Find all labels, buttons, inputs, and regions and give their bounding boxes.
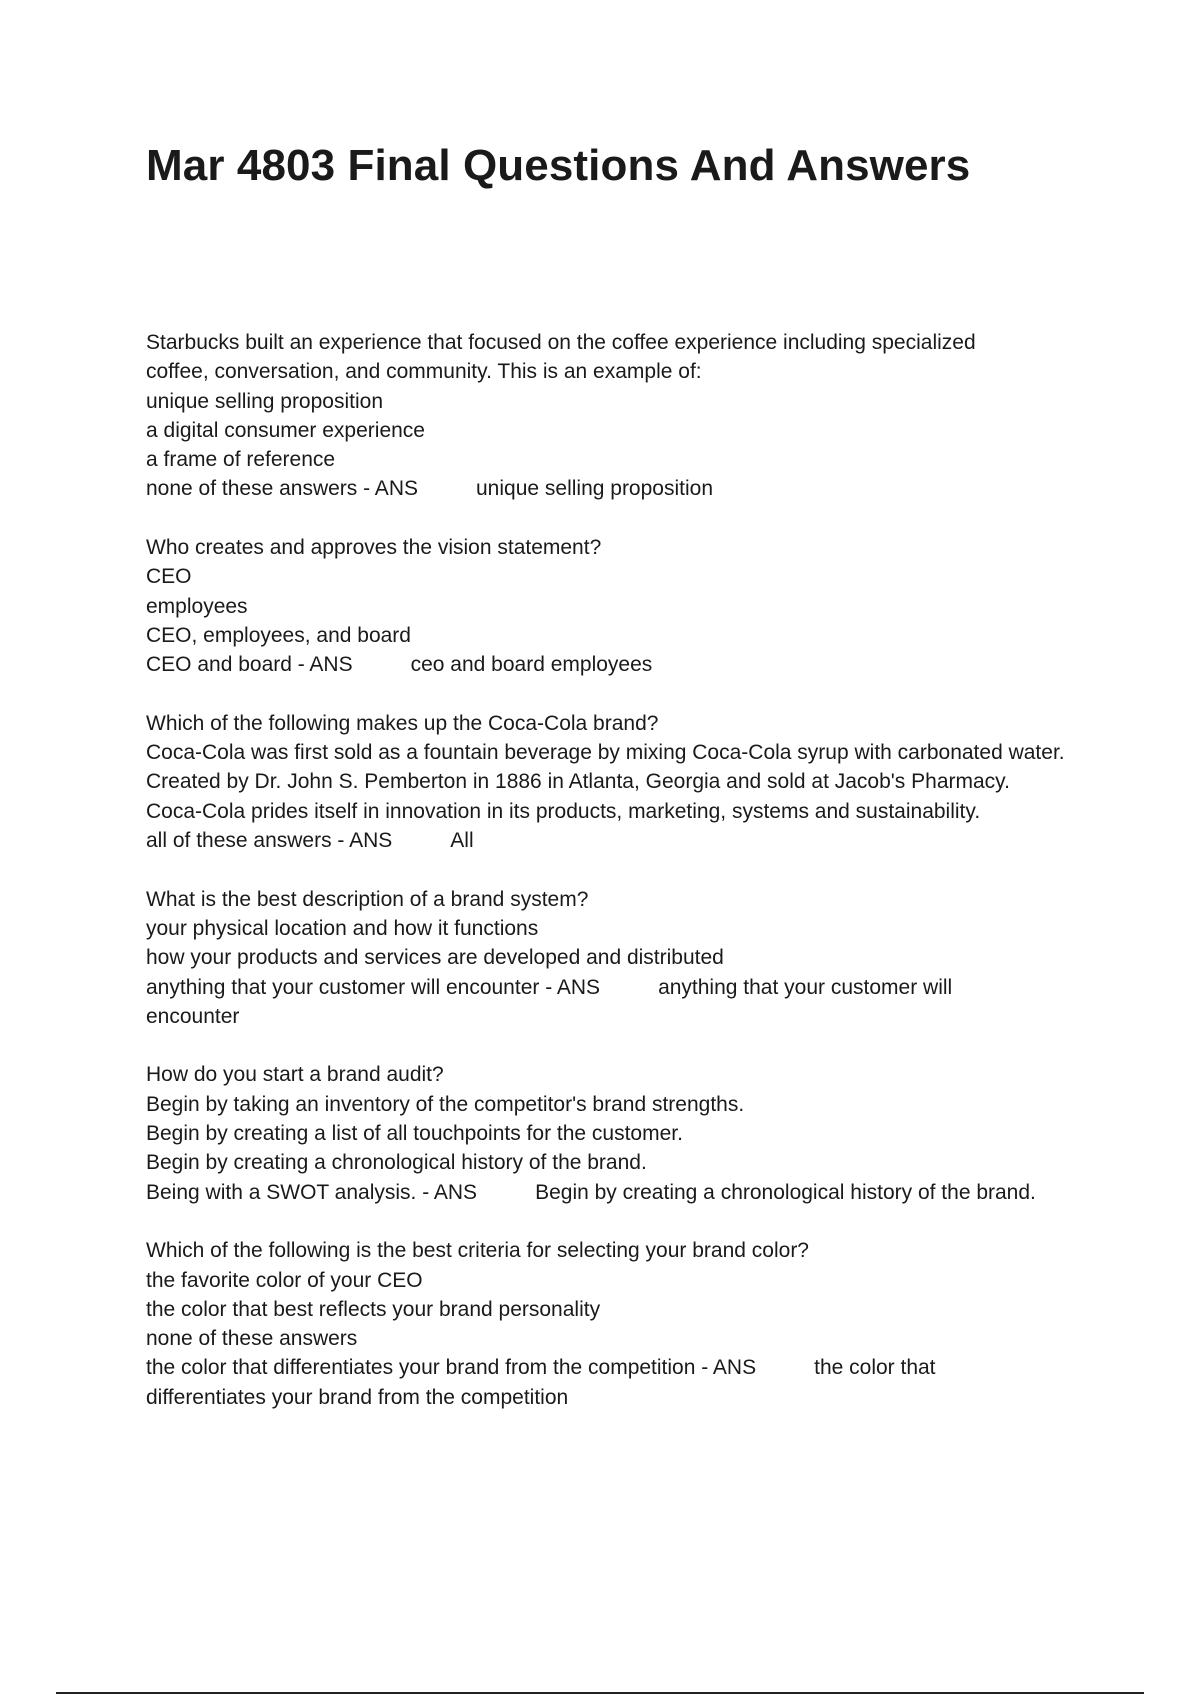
answer-option: Being with a SWOT analysis. - ANS (146, 1180, 478, 1204)
correct-answer: unique selling proposition (476, 477, 713, 501)
answer-option: Coca-Cola prides itself in innovation in its products, marketing, systems and sustainability. (146, 799, 981, 823)
answer-option: the color that differentiates your brand from the competition - ANS (146, 1356, 757, 1380)
answer-option: Coca-Cola was first sold as a fountain beverage by mixing Coca-Cola syrup with carbonated water. (146, 741, 1065, 765)
answer-option: how your products and services are developed and distributed (146, 946, 724, 970)
answer-option: CEO (146, 565, 192, 589)
correct-answer: anything that your customer will encounter (146, 975, 953, 1028)
answer-option: none of these answers (146, 1327, 358, 1351)
answer-option: employees (146, 594, 248, 618)
answer-line (146, 973, 1026, 1032)
answer-option: a frame of reference (146, 448, 336, 472)
qa-item (146, 533, 1106, 679)
answer-option: none of these answers - ANS (146, 477, 418, 501)
question-text: Which of the following makes up the Coca-Cola brand? (146, 711, 659, 735)
answer-option: your physical location and how it functions (146, 916, 539, 940)
answer-option: Created by Dr. John S. Pemberton in 1886 in Atlanta, Georgia and sold at Jacob's Pharmacy. (146, 770, 1010, 794)
correct-answer: the color that differentiates your brand from the competition (146, 1356, 936, 1409)
answer-option: a digital consumer experience (146, 418, 425, 442)
question-text: How do you start a brand audit? (146, 1063, 444, 1087)
footer-divider (56, 1692, 1144, 1694)
question-text: What is the best description of a brand system? (146, 887, 589, 911)
answer-option: Begin by creating a chronological history of the brand. (146, 1151, 647, 1175)
question-text: Which of the following is the best criteria for selecting your brand color? (146, 1239, 809, 1263)
correct-answer: Begin by creating a chronological history of the brand. (535, 1180, 1036, 1204)
answer-option: anything that your customer will encounter - ANS (146, 975, 601, 999)
qa-item (146, 1060, 1106, 1206)
answer-option: the favorite color of your CEO (146, 1268, 423, 1292)
question-text: Starbucks built an experience that focused on the coffee experience including specialized coffee, conversation, and community. This is an example of: (146, 331, 976, 384)
answer-line (146, 826, 1076, 855)
correct-answer: All (450, 829, 474, 853)
answer-line (146, 1353, 1006, 1412)
correct-answer: ceo and board employees (410, 653, 653, 677)
answer-line (146, 1178, 1106, 1207)
qa-list (146, 328, 1106, 1441)
answer-line (146, 474, 1036, 503)
answer-line (146, 650, 1106, 679)
document-title: Mar 4803 Final Questions And Answers (146, 141, 971, 190)
qa-item (146, 1236, 1006, 1412)
answer-option: the color that best reflects your brand personality (146, 1297, 601, 1321)
qa-item (146, 885, 1026, 1031)
answer-option: all of these answers - ANS (146, 829, 393, 853)
answer-option: Begin by creating a list of all touchpoints for the customer. (146, 1122, 683, 1146)
answer-option: CEO and board - ANS (146, 653, 353, 677)
answer-option: CEO, employees, and board (146, 623, 411, 647)
qa-item (146, 709, 1076, 855)
qa-item (146, 328, 1036, 504)
question-text: Who creates and approves the vision statement? (146, 536, 602, 560)
answer-option: Begin by taking an inventory of the competitor's brand strengths. (146, 1092, 745, 1116)
answer-option: unique selling proposition (146, 389, 383, 413)
